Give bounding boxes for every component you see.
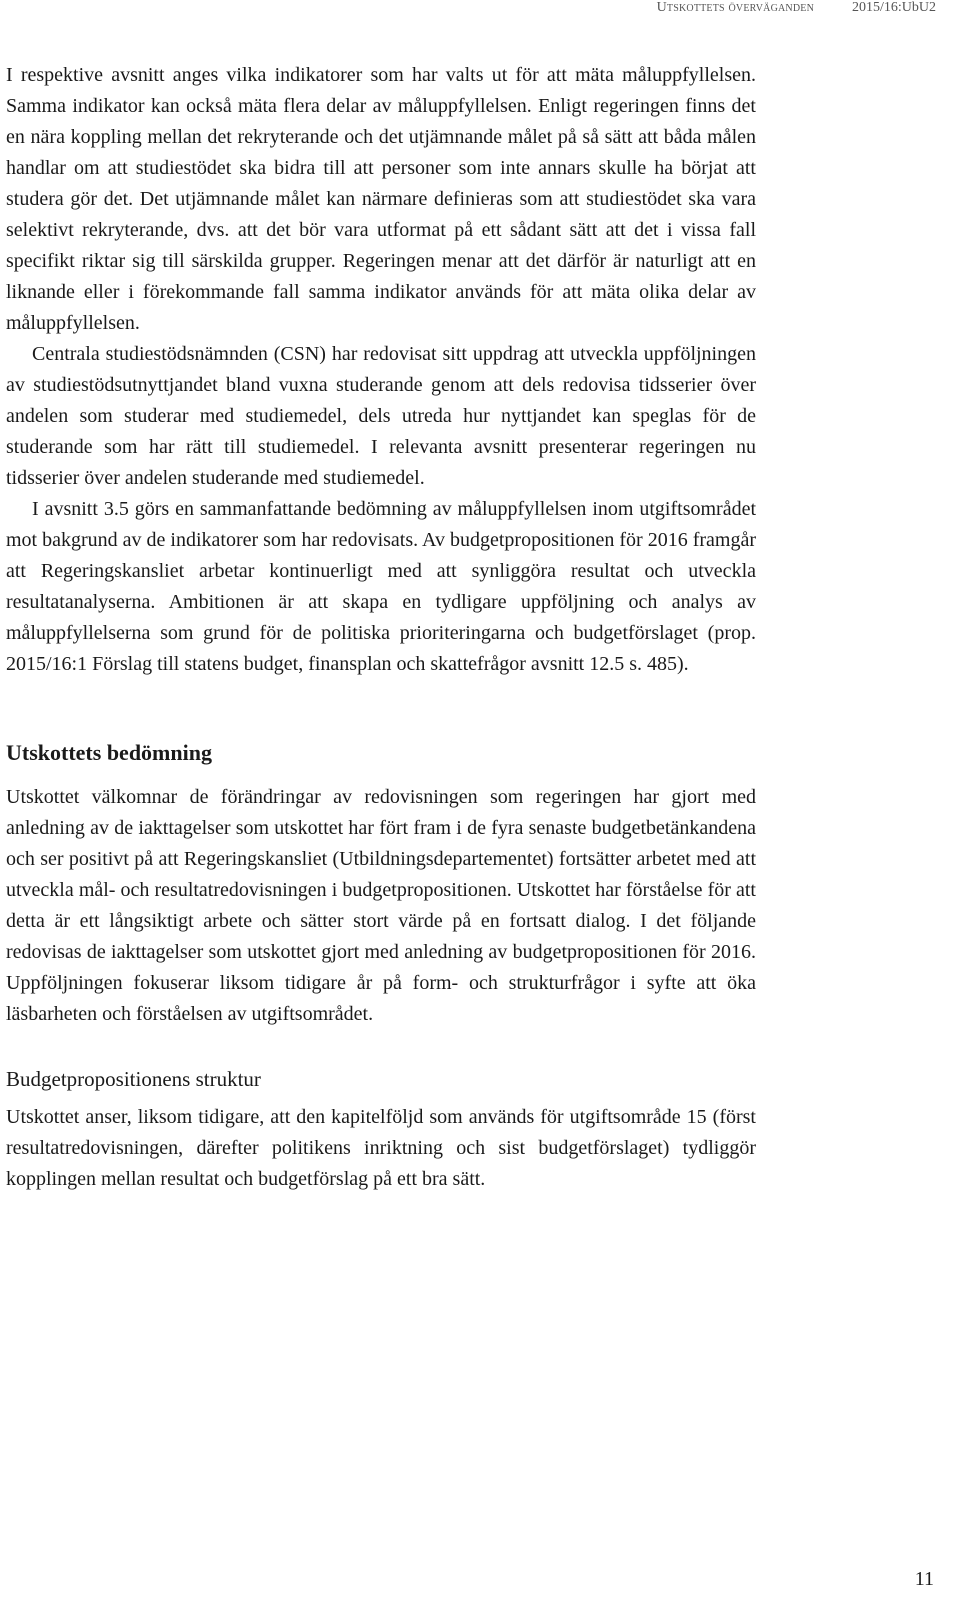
heading-budgetpropositionens-struktur: Budgetpropositionens struktur [6,1067,261,1091]
paragraph-budgetpropositionens-struktur: Utskottet anser, liksom tidigare, att den kapitelföljd som används för utgiftsområde 15 (först resultatredovisningen, därefter politikens inriktning och sist budgetförslaget) tydliggör kopplingen mellan resultat och budgetförslag på ett bra sätt. [6,1106,756,1190]
heading-utskottets-bedomning: Utskottets bedömning [6,740,212,765]
header-section-title: Utskottets överväganden [656,0,814,15]
header-document-id: 2015/16:UbU2 [852,0,936,15]
paragraph-utskottets-bedomning: Utskottet välkomnar de förändringar av redovisningen som regeringen har gjort med anledning av de iakttagelser som utskottet har fört fram i de fyra senaste budgetbetänkandena och ser positivt på att Regeringskansliet (Utbildningsdepartementet) fortsätter arbetet med att utveckla mål- och resultatredovisningen i budgetpropositionen. Utskottet har förståelse för att detta är ett långsiktigt arbete och sätter stort värde på en fortsatt dialog. I det följande redovisas de iakttagelser som utskottet gjort med anledning av budgetpropositionen för 2016. Uppföljningen fokuserar liksom tidigare år på form- och strukturfrågor i syfte att öka läsbarheten och förståelsen av utgiftsområdet. [6,786,756,1025]
page-number: 11 [914,1568,934,1590]
paragraph-csn: Centrala studiestödsnämnden (CSN) har redovisat sitt uppdrag att utveckla uppföljningen av studiestödsutnyttjandet bland vuxna studerande genom att dels redovisa tidsserier över andelen som studerar med studiemedel, dels utreda hur nyttjandet kan speglas för de studerande som har rätt till studiemedel. I relevanta avsnitt presenterar regeringen nu tidsserier över andelen studerande med studiemedel. [6,343,756,489]
paragraph-assessment-summary: I avsnitt 3.5 görs en sammanfattande bedömning av måluppfyllelsen inom utgiftsområdet mot bakgrund av de indikatorer som har redovisats. Av budgetpropositionen för 2016 framgår att Regeringskansliet arbetar kontinuerligt med att synliggöra resultat och utveckla resultatanalyserna. Ambitionen är att skapa en tydligare uppföljning och analys av måluppfyllelserna som grund för de politiska prioriteringarna och budgetförslaget (prop. 2015/16:1 Förslag till statens budget, finansplan och skattefrågor avsnitt 12.5 s. 485). [6,498,757,675]
paragraph-indicators: I respektive avsnitt anges vilka indikatorer som har valts ut för att mäta måluppfyllelsen. Samma indikator kan också mäta flera delar av måluppfyllelsen. Enligt regeringen finns det en nära koppling mellan det rekryterande och det utjämnande målet på så sätt att båda målen handlar om att studiestödet ska bidra till att personer som inte annars skulle ha börjat att studera gör det. Det utjämnande målet kan närmare definieras som att studiestödet ska vara selektivt rekryterande, dvs. att det bör vara utformat på ett sådant sätt att det i vissa fall specifikt riktar sig till särskilda grupper. Regeringen menar att det därför är naturligt att en liknande eller i förekommande fall samma indikator används för att mäta olika delar av måluppfyllelsen. [6,64,756,334]
document-body [6,60,756,1195]
running-header [657,0,936,16]
